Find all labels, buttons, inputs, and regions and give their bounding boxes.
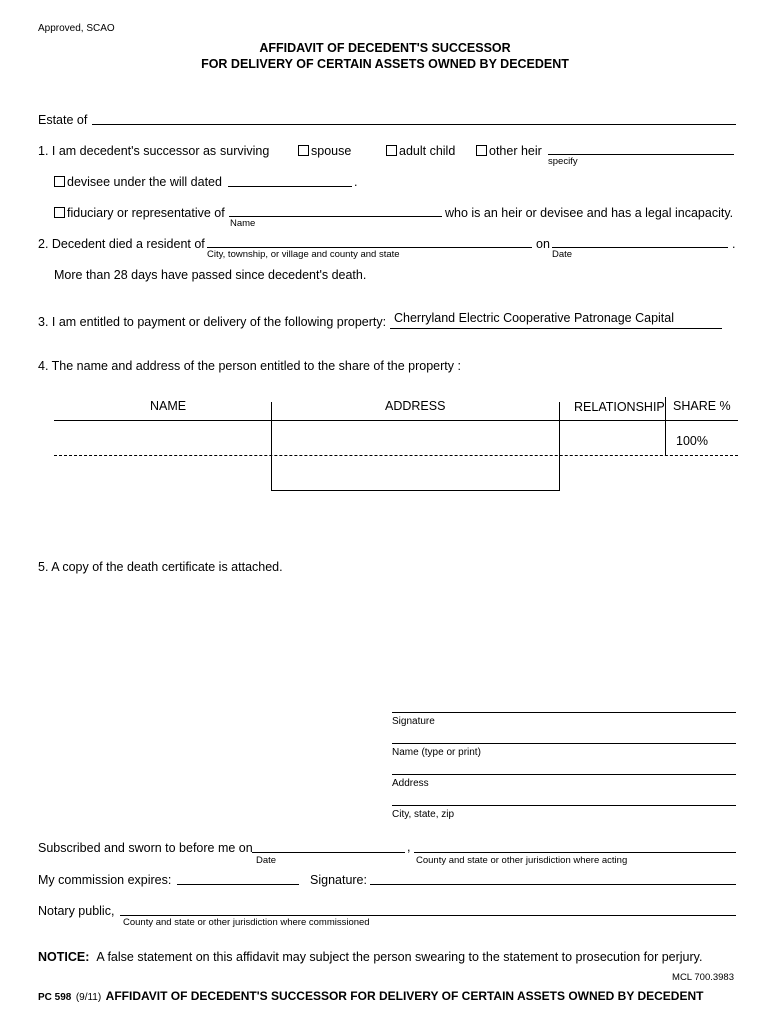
other-heir-specify-field[interactable] [548, 154, 734, 155]
jurisdiction-acting-field[interactable] [414, 852, 736, 853]
sworn-comma: , [407, 840, 411, 854]
table-divider-3 [665, 397, 666, 455]
on-text: on [536, 237, 550, 251]
table-divider-1 [271, 402, 272, 491]
table-divider-2 [559, 402, 560, 491]
surviving-text: surviving [220, 144, 270, 158]
form-date: (9/11) [75, 992, 102, 1003]
spouse-checkbox[interactable] [298, 145, 309, 156]
notary-signature-field[interactable] [370, 884, 736, 885]
notice-text: A false statement on this affidavit may subject the person swearing to the statement to prosecution for perjury. [96, 950, 703, 964]
devisee-period: . [354, 175, 358, 189]
jurisdiction-commissioned-caption: County and state or other jurisdiction where commissioned [123, 917, 370, 928]
residence-caption: City, township, or village and county and state [207, 249, 400, 260]
adult-child-checkbox[interactable] [386, 145, 397, 156]
notary-signature-label: Signature: [310, 873, 367, 887]
col-header-name: NAME [150, 399, 187, 413]
signature-caption: Signature [392, 716, 435, 727]
table-row-rule [54, 455, 738, 456]
item2-period: . [732, 237, 736, 251]
form-title-line2: FOR DELIVERY OF CERTAIN ASSETS OWNED BY DECEDENT [201, 57, 569, 71]
item5-text: 5. A copy of the death certificate is attached. [38, 560, 283, 574]
death-date-field[interactable] [552, 247, 728, 248]
item3-label: 3. I am entitled to payment or delivery of the following property: [38, 315, 387, 329]
approved-text: Approved, SCAO [38, 23, 115, 34]
fiduciary-checkbox[interactable] [54, 207, 65, 218]
notice [38, 950, 702, 964]
form-footer-title: AFFIDAVIT OF DECEDENT'S SUCCESSOR FOR DELIVERY OF CERTAIN ASSETS OWNED BY DECEDENT [105, 989, 704, 1003]
other-heir-checkbox[interactable] [476, 145, 487, 156]
date-caption: Date [552, 249, 573, 260]
col-header-relationship: RELATIONSHIP [574, 400, 665, 414]
spouse-option[interactable]: spouse [298, 144, 351, 158]
estate-label: Estate of [38, 113, 88, 127]
sworn-date-field[interactable] [252, 852, 405, 853]
property-field-line [390, 328, 722, 329]
mcl-reference: MCL 700.3983 [672, 972, 734, 983]
item4-label: 4. The name and address of the person entitled to the share of the property : [38, 359, 461, 373]
specify-caption: specify [548, 156, 578, 167]
item2-label: 2. Decedent died a resident of [38, 237, 205, 251]
adult-child-option[interactable]: adult child [386, 144, 455, 158]
table-header-rule [54, 420, 738, 421]
name-caption: Name [230, 218, 256, 229]
commission-expires-field[interactable] [177, 884, 299, 885]
commission-label: My commission expires: [38, 873, 172, 887]
form-title-line1: AFFIDAVIT OF DECEDENT'S SUCCESSOR [259, 41, 511, 55]
notice-label: NOTICE: [38, 950, 90, 964]
other-heir-option[interactable]: other heir [476, 144, 542, 158]
heir-share-cell[interactable]: 100% [676, 434, 708, 448]
days-passed-text: More than 28 days have passed since decedent's death. [54, 268, 367, 282]
item1-label: 1. I am decedent's successor as [38, 144, 217, 158]
city-state-zip-caption: City, state, zip [392, 809, 455, 820]
devisee-option[interactable]: devisee under the will dated [54, 175, 222, 189]
notary-public-label: Notary public, [38, 904, 115, 918]
estate-field[interactable] [92, 124, 736, 125]
sworn-text: Subscribed and sworn to before me on [38, 841, 253, 855]
address-field[interactable] [392, 774, 736, 775]
devisee-checkbox[interactable] [54, 176, 65, 187]
will-date-field[interactable] [228, 186, 352, 187]
heir-incapacity-text: who is an heir or devisee and has a legal incapacity. [445, 206, 734, 220]
city-state-zip-field[interactable] [392, 805, 736, 806]
fiduciary-name-field[interactable] [229, 216, 442, 217]
form-footer [38, 987, 703, 1005]
fiduciary-option[interactable]: fiduciary or representative of [54, 206, 225, 220]
form-id: PC 598 [38, 992, 72, 1003]
signature-field[interactable] [392, 712, 736, 713]
printed-name-field[interactable] [392, 743, 736, 744]
property-field[interactable]: Cherryland Electric Cooperative Patronage Capital [394, 311, 675, 325]
address-caption: Address [392, 778, 429, 789]
jurisdiction-commissioned-field[interactable] [120, 915, 736, 916]
printed-name-caption: Name (type or print) [392, 747, 481, 758]
jurisdiction-acting-caption: County and state or other jurisdiction where acting [416, 855, 628, 866]
table-bottom-rule [271, 490, 559, 491]
sworn-date-caption: Date [256, 855, 277, 866]
residence-field[interactable] [207, 247, 532, 248]
col-header-share: SHARE % [673, 399, 731, 413]
col-header-address: ADDRESS [385, 399, 446, 413]
